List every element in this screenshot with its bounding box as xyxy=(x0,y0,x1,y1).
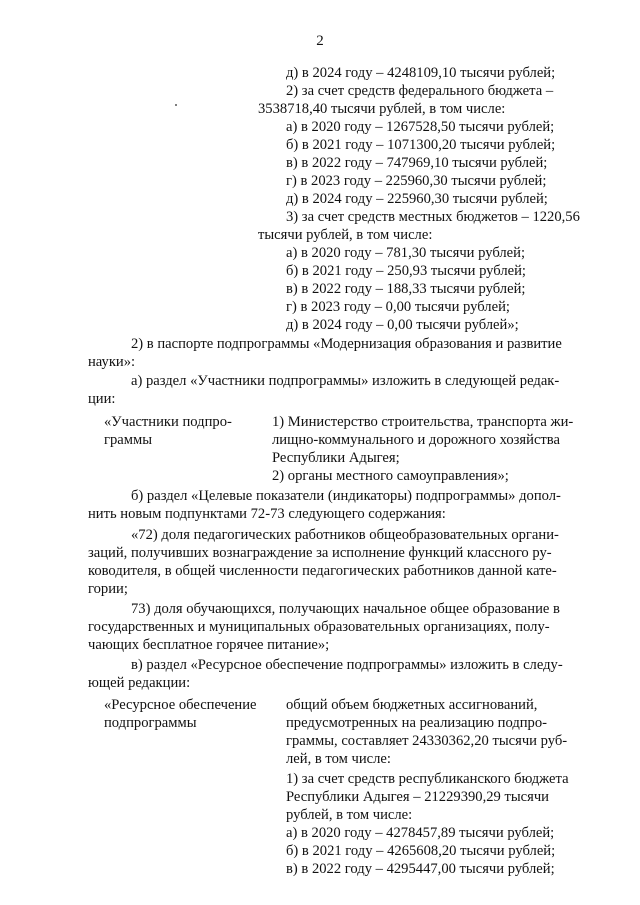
text-line: заций, получивших вознаграждение за исполнение функций классного ру- xyxy=(88,545,552,561)
table-value: лищно-коммунального и дорожного хозяйства xyxy=(272,432,560,448)
table-value: 2) органы местного самоуправления»; xyxy=(272,468,509,484)
table-label: подпрограммы xyxy=(104,715,197,731)
text-line: науки»: xyxy=(88,354,136,370)
table-value: общий объем бюджетных ассигнований, xyxy=(286,697,538,713)
text-line: в) раздел «Ресурсное обеспечение подпрограммы» изложить в следу- xyxy=(131,657,563,673)
table-value: Республики Адыгея – 21229390,29 тысячи xyxy=(286,789,549,805)
text-line: тысячи рублей, в том числе: xyxy=(258,227,433,243)
text-line: в) в 2022 году – 747969,10 тысячи рублей; xyxy=(286,155,548,171)
text-line: г) в 2023 году – 0,00 тысячи рублей; xyxy=(286,299,510,315)
text-line: д) в 2024 году – 0,00 тысячи рублей»; xyxy=(286,317,519,333)
table-value: рублей, в том числе: xyxy=(286,807,413,823)
text-line: 2) за счет средств федерального бюджета – xyxy=(286,83,554,99)
table-value: в) в 2022 году – 4295447,00 тысячи рублей; xyxy=(286,861,555,877)
table-label: «Ресурсное обеспечение xyxy=(104,697,257,713)
text-line: 3) за счет средств местных бюджетов – 1220,56 xyxy=(286,209,580,225)
text-line: в) в 2022 году – 188,33 тысячи рублей; xyxy=(286,281,526,297)
text-line: б) в 2021 году – 250,93 тысячи рублей; xyxy=(286,263,526,279)
table-label: «Участники подпро- xyxy=(104,414,232,430)
table-value: а) в 2020 году – 4278457,89 тысячи рублей; xyxy=(286,825,555,841)
text-line: 3538718,40 тысячи рублей, в том числе: xyxy=(258,101,506,117)
text-line: а) раздел «Участники подпрограммы» изложить в следующей редак- xyxy=(131,373,560,389)
table-value: лей, в том числе: xyxy=(286,751,391,767)
text-line: нить новым подпунктами 72-73 следующего содержания: xyxy=(88,506,446,522)
table-value: 1) за счет средств республиканского бюджета xyxy=(286,771,569,787)
text-line: б) раздел «Целевые показатели (индикаторы) подпрограммы» допол- xyxy=(131,488,561,504)
stray-mark xyxy=(175,104,177,106)
table-label: граммы xyxy=(104,432,153,448)
text-line: 2) в паспорте подпрограммы «Модернизация образования и развитие xyxy=(131,336,562,352)
table-value: б) в 2021 году – 4265608,20 тысячи рублей; xyxy=(286,843,556,859)
text-line: ководителя, в общей численности педагогических работников данной кате- xyxy=(88,563,557,579)
table-value: Республики Адыгея; xyxy=(272,450,400,466)
table-value: граммы, составляет 24330362,20 тысячи руб- xyxy=(286,733,568,749)
text-line: а) в 2020 году – 1267528,50 тысячи рублей; xyxy=(286,119,555,135)
table-value: 1) Министерство строительства, транспорта жи- xyxy=(272,414,574,430)
text-line: ции: xyxy=(88,391,116,407)
table-value: предусмотренных на реализацию подпро- xyxy=(286,715,548,731)
text-line: а) в 2020 году – 781,30 тысячи рублей; xyxy=(286,245,526,261)
text-line: чающих бесплатное горячее питание»; xyxy=(88,637,330,653)
text-line: «72) доля педагогических работников общеобразовательных органи- xyxy=(131,527,559,543)
text-line: гории; xyxy=(88,581,128,597)
text-line: ющей редакции: xyxy=(88,675,191,691)
text-line: г) в 2023 году – 225960,30 тысячи рублей; xyxy=(286,173,547,189)
page-number: 2 xyxy=(316,33,324,49)
text-line: государственных и муниципальных образовательных организациях, полу- xyxy=(88,619,550,635)
text-line: б) в 2021 году – 1071300,20 тысячи рублей; xyxy=(286,137,556,153)
text-line: д) в 2024 году – 4248109,10 тысячи рублей; xyxy=(286,65,556,81)
text-line: 73) доля обучающихся, получающих начальное общее образование в xyxy=(131,601,560,617)
text-line: д) в 2024 году – 225960,30 тысячи рублей; xyxy=(286,191,548,207)
